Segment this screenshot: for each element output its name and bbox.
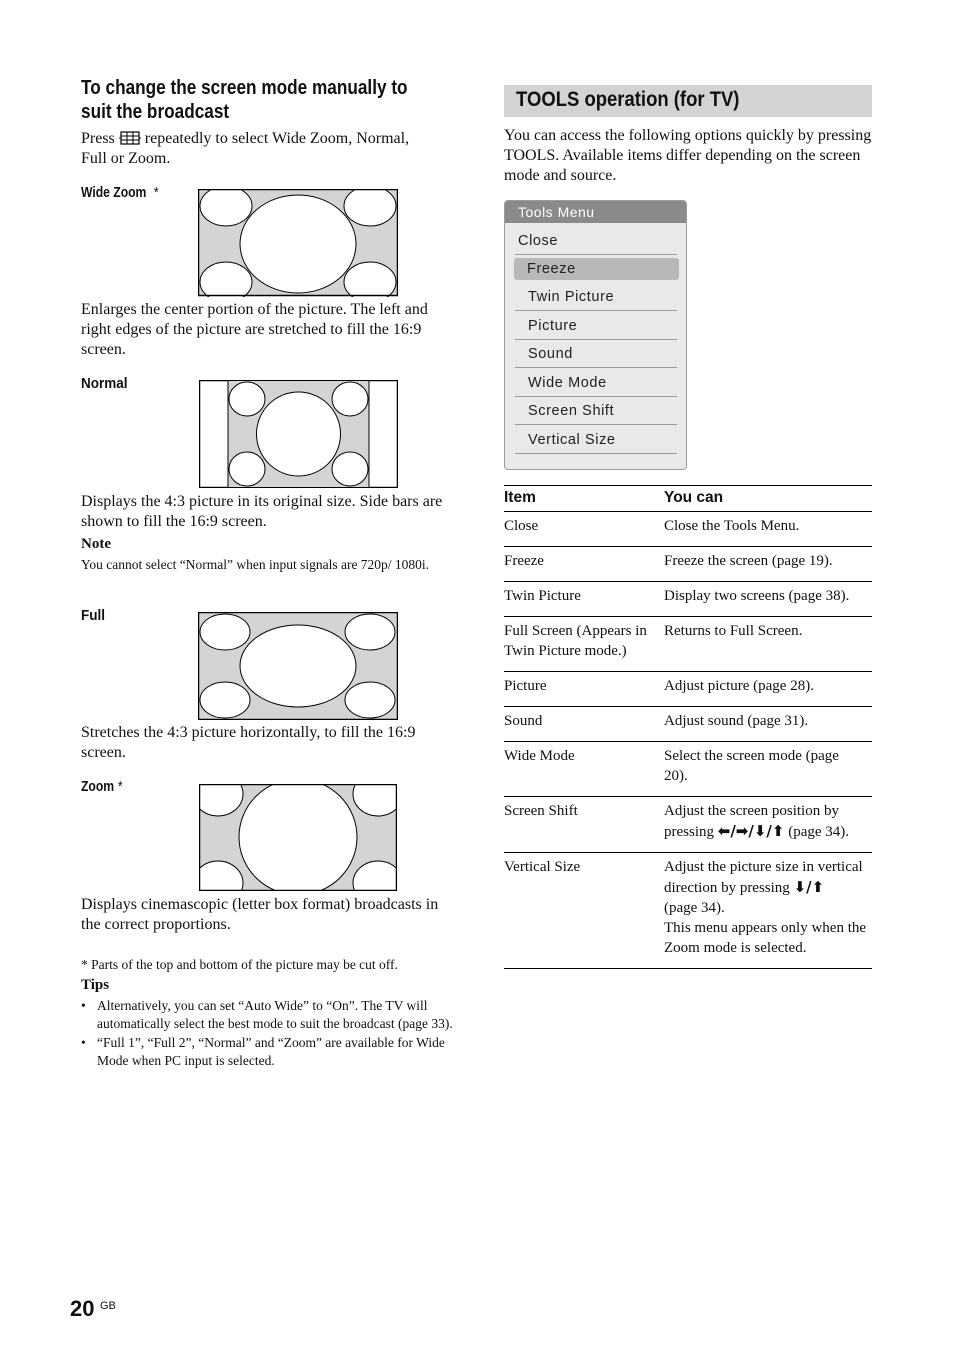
row-desc: Close the Tools Menu.: [664, 512, 872, 547]
row-desc: Freeze the screen (page 19).: [664, 547, 872, 582]
menu-item-vertical-size[interactable]: Vertical Size: [515, 426, 677, 454]
normal-diagram: [199, 380, 398, 488]
tools-menu-title: Tools Menu: [505, 201, 686, 223]
row-desc: Display two screens (page 38).: [664, 582, 872, 617]
mode-label-normal: Normal: [81, 375, 128, 392]
row-desc: Adjust sound (page 31).: [664, 707, 872, 742]
region-code: GB: [100, 1300, 116, 1312]
row-item: Wide Mode: [504, 742, 664, 797]
menu-item-close[interactable]: Close: [515, 227, 677, 255]
intro-paragraph: [81, 129, 451, 169]
mode-label-zoom: Zoom *: [81, 778, 123, 795]
row-item: Screen Shift: [504, 797, 664, 853]
note-text: You cannot select “Normal” when input signals are 720p/ 1080i.: [81, 557, 430, 572]
intro-post: repeatedly to select Wide Zoom, Normal,: [144, 130, 410, 147]
row-desc: Adjust the picture size in vertical direction by pressing ⬇/⬆ (page 34). This menu appears only when the Zoom mode is selected.: [664, 853, 872, 969]
direction-arrows-icon: ⬅/➡/⬇/⬆: [717, 822, 785, 840]
mode-label-wide-zoom: Wide Zoom *: [81, 184, 159, 201]
tips-list: [81, 997, 453, 1070]
table-row: [504, 672, 872, 707]
up-down-arrows-icon: ⬇/⬆: [793, 878, 825, 896]
row-desc: Select the screen mode (page 20).: [664, 742, 872, 797]
menu-item-twin-picture[interactable]: Twin Picture: [515, 283, 677, 311]
zoom-diagram: [199, 784, 397, 891]
tools-section-header: [504, 85, 872, 117]
row-item: Close: [504, 512, 664, 547]
tip-item: • “Full 1”, “Full 2”, “Normal” and “Zoom” are available for Wide Mode when PC input is selected.: [81, 1034, 453, 1070]
table-row: [504, 742, 872, 797]
tools-section-title: TOOLS operation (for TV): [516, 88, 740, 111]
menu-item-screen-shift[interactable]: Screen Shift: [515, 397, 677, 425]
row-item: Twin Picture: [504, 582, 664, 617]
tools-menu-screenshot: [504, 200, 687, 470]
menu-item-freeze[interactable]: Freeze: [514, 258, 679, 280]
intro-pre: Press: [81, 130, 115, 147]
wide-zoom-diagram: [198, 189, 398, 297]
row-desc: Adjust picture (page 28).: [664, 672, 872, 707]
table-row: [504, 617, 872, 672]
row-item: Vertical Size: [504, 853, 664, 969]
table-row: [504, 512, 872, 547]
menu-item-picture[interactable]: Picture: [515, 312, 677, 340]
heading-line-1: To change the screen mode manually to: [81, 77, 408, 99]
table-row: [504, 547, 872, 582]
tips-title: Tips: [81, 977, 110, 993]
footnote: * Parts of the top and bottom of the picture may be cut off.: [81, 957, 398, 972]
wide-mode-icon: [119, 130, 141, 146]
zoom-description: Displays cinemascopic (letter box format) broadcasts in the correct proportions.: [81, 896, 439, 933]
column-header-you-can: You can: [664, 486, 872, 512]
wide-zoom-description: Enlarges the center portion of the picture. The left and right edges of the picture are stretched to fill the 16:9 screen.: [81, 301, 428, 358]
normal-description: Displays the 4:3 picture in its original size. Side bars are shown to fill the 16:9 screen.: [81, 493, 443, 530]
section-heading-screen-mode: [81, 76, 461, 124]
column-header-item: Item: [504, 486, 664, 512]
full-description: Stretches the 4:3 picture horizontally, to fill the 16:9 screen.: [81, 724, 416, 761]
intro-line-2: Full or Zoom.: [81, 150, 171, 167]
row-item: Sound: [504, 707, 664, 742]
full-diagram: [198, 612, 398, 720]
menu-item-sound[interactable]: Sound: [515, 340, 677, 368]
row-desc: Returns to Full Screen.: [664, 617, 872, 672]
table-header-row: [504, 486, 872, 512]
tools-intro: You can access the following options quickly by pressing TOOLS. Available items differ depending on the screen mode and source.: [504, 127, 872, 184]
row-item: Full Screen (Appears in Twin Picture mode.): [504, 617, 664, 672]
note-title: Note: [81, 536, 111, 552]
tip-item: • Alternatively, you can set “Auto Wide” to “On”. The TV will automatically select the best mode to suit the broadcast (page 33).: [81, 997, 453, 1033]
table-row: [504, 582, 872, 617]
menu-item-wide-mode[interactable]: Wide Mode: [515, 369, 677, 397]
table-row: [504, 853, 872, 969]
heading-line-2: suit the broadcast: [81, 101, 230, 123]
table-row: [504, 707, 872, 742]
tools-items-table: [504, 485, 872, 969]
row-item: Picture: [504, 672, 664, 707]
table-row: [504, 797, 872, 853]
page-number: 20: [70, 1296, 95, 1321]
row-item: Freeze: [504, 547, 664, 582]
mode-label-full: Full: [81, 607, 106, 624]
row-desc: Adjust the screen position by pressing ⬅/➡/⬇/⬆ (page 34).: [664, 797, 872, 853]
